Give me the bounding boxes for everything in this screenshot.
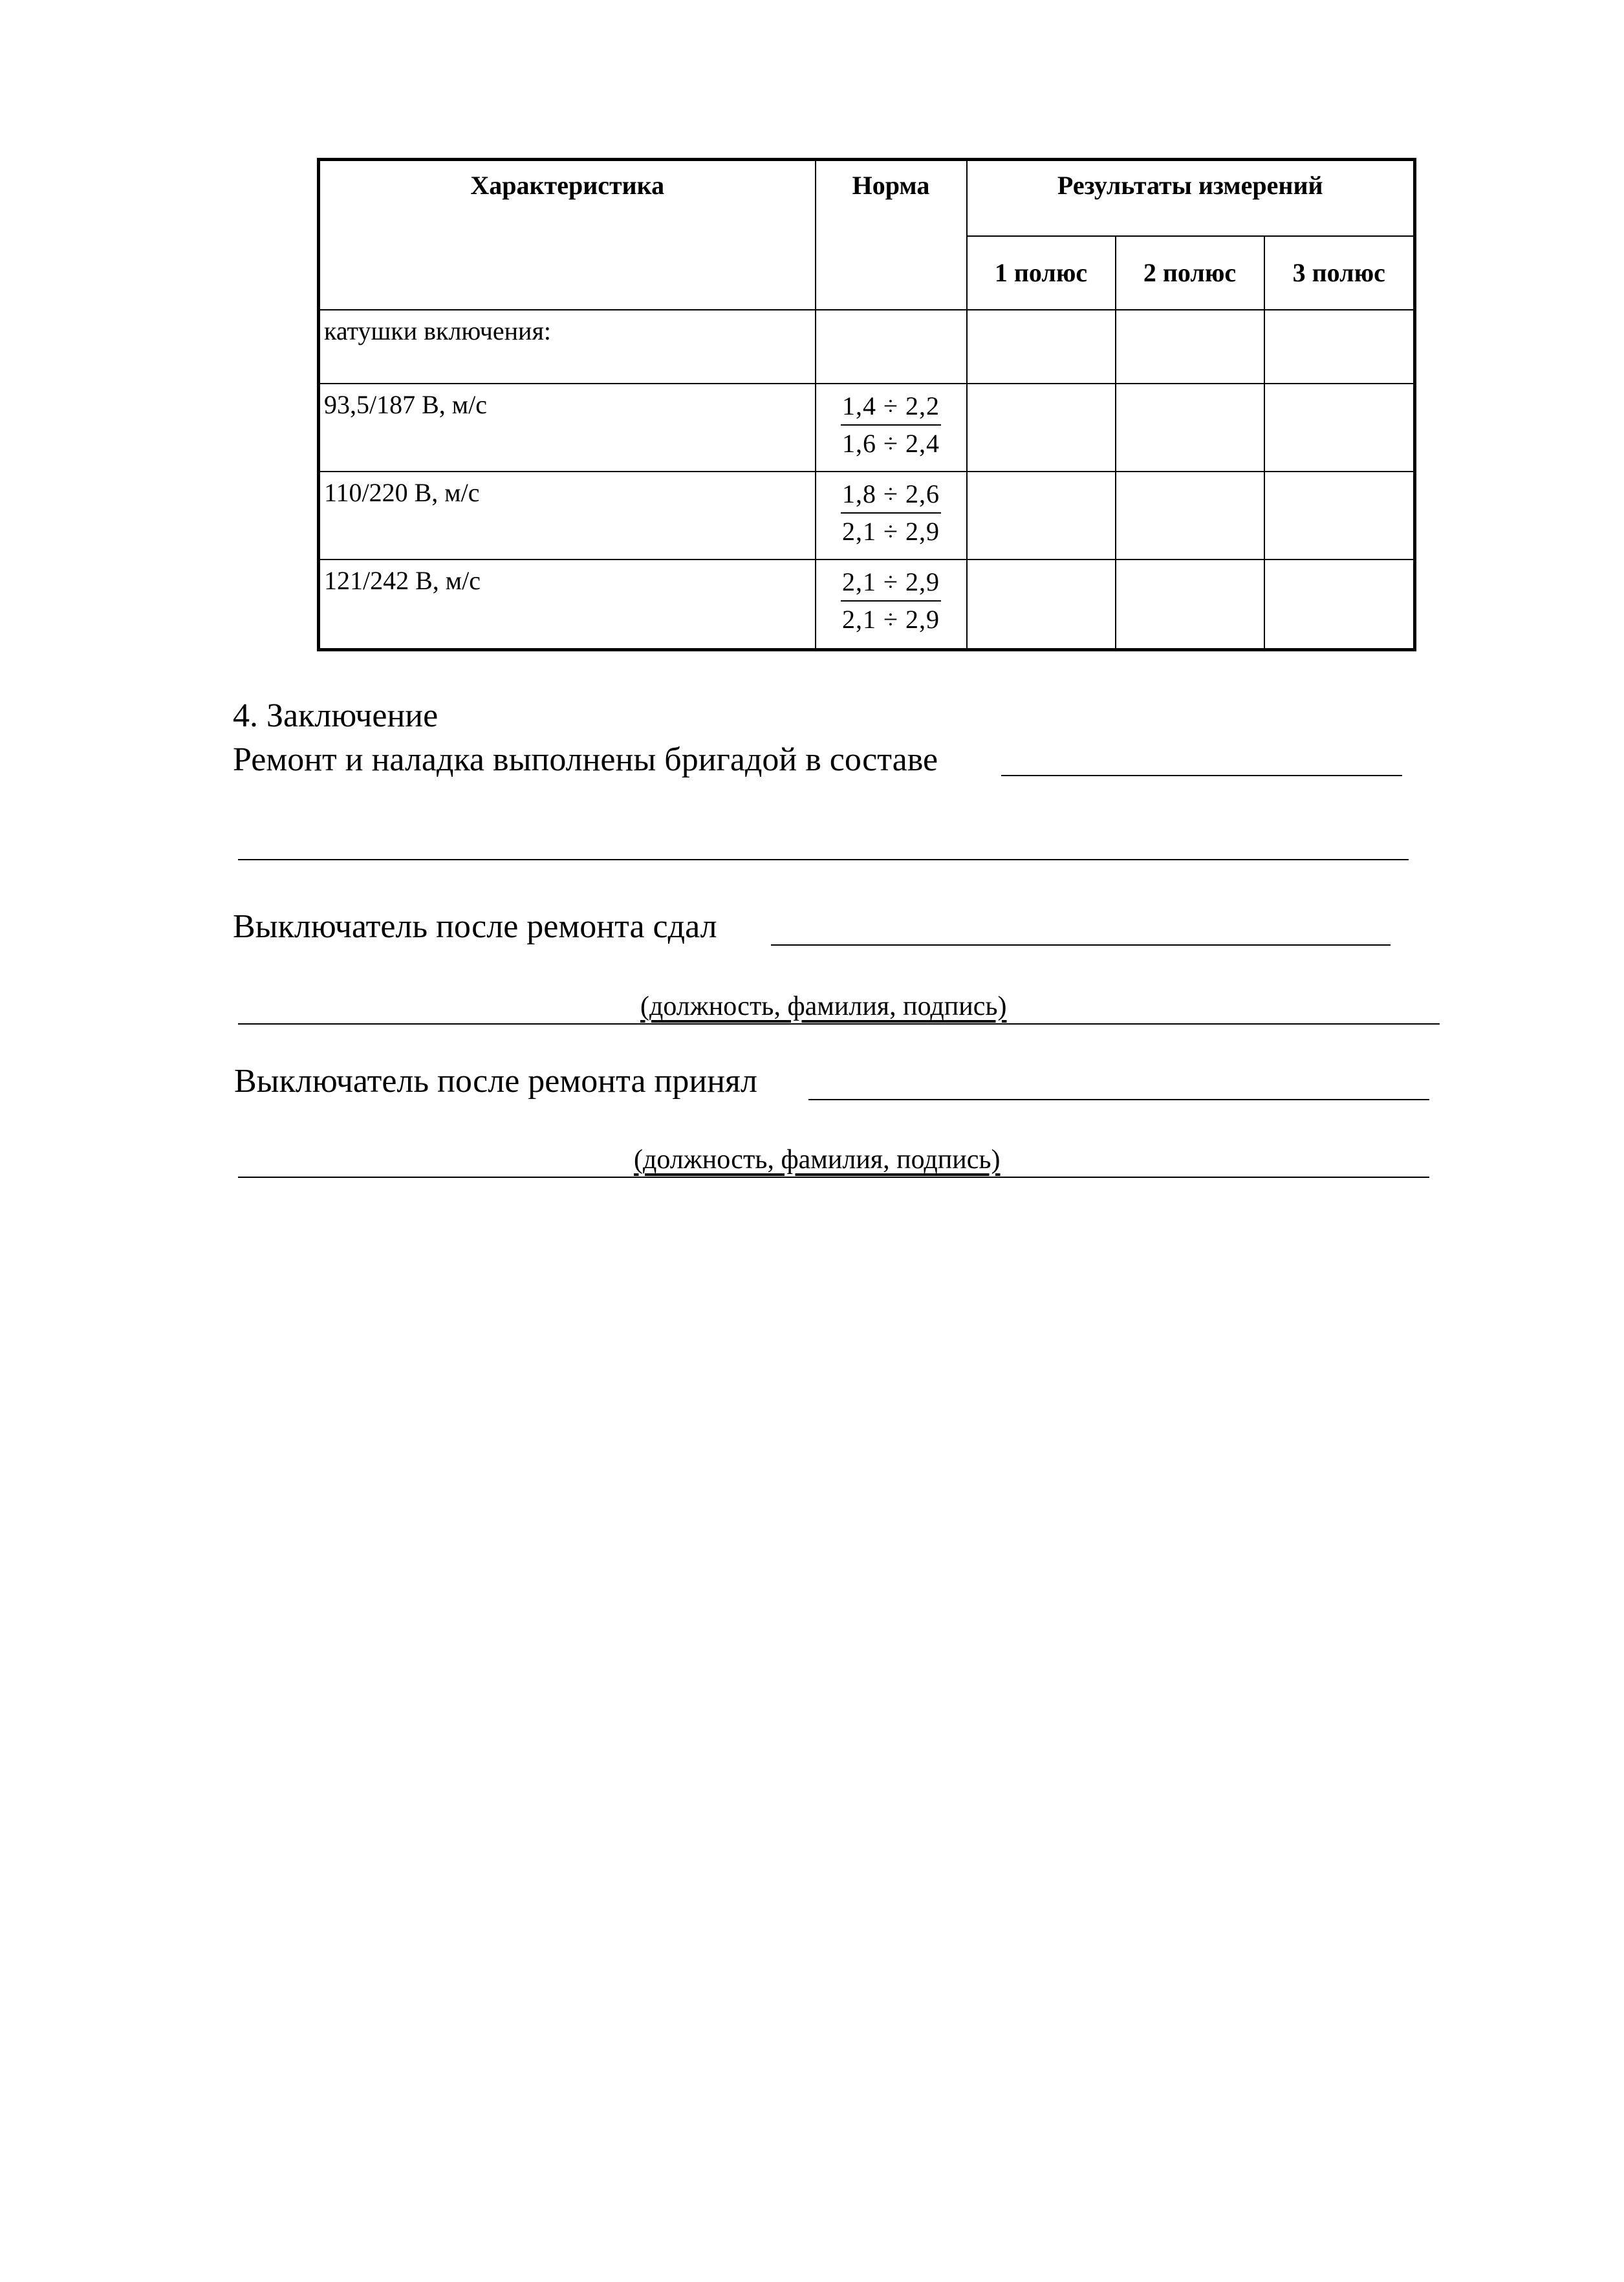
pole-3-cell[interactable] [1264, 560, 1415, 650]
pole-3-cell[interactable] [1264, 472, 1415, 560]
crew-input-line-2[interactable] [238, 859, 1409, 860]
pole-1-cell[interactable] [967, 384, 1116, 472]
accepted-label: Выключатель после ремонта принял [234, 1063, 757, 1100]
crew-input-line[interactable] [1001, 775, 1402, 776]
pole-1-cell[interactable] [967, 472, 1116, 560]
accepted-signature-line[interactable] [238, 1177, 1429, 1178]
table-row [319, 560, 1415, 650]
norm-cell [816, 560, 967, 650]
row-label: 93,5/187 В, м/с [319, 384, 816, 472]
pole-1-cell[interactable] [967, 560, 1116, 650]
accepted-input-line[interactable] [808, 1099, 1429, 1100]
norm-on-value: 2,1 ÷ 2,9 [841, 564, 941, 602]
norm-on-value: 1,8 ÷ 2,6 [841, 476, 941, 514]
table-row [319, 472, 1415, 560]
norm-off-value: 1,6 ÷ 2,4 [842, 428, 940, 458]
col-header-norm: Норма [816, 160, 967, 310]
pole-1-cell[interactable] [967, 310, 1116, 384]
row-label: 110/220 В, м/с [319, 472, 816, 560]
norm-cell [816, 310, 967, 384]
row-label: 121/242 В, м/с [319, 560, 816, 650]
conclusion-heading: 4. Заключение [233, 697, 438, 734]
accepted-caption: (должность, фамилия, подпись) [634, 1145, 1001, 1175]
norm-cell [816, 384, 967, 472]
pole-2-cell[interactable] [1116, 384, 1264, 472]
row-label: катушки включения: [319, 310, 816, 384]
handed-over-signature-line[interactable] [238, 1023, 1440, 1025]
col-header-pole-1: 1 полюс [967, 236, 1116, 310]
crew-label: Ремонт и наладка выполнены бригадой в составе [233, 741, 938, 778]
pole-2-cell[interactable] [1116, 560, 1264, 650]
measurements-table [317, 158, 1416, 651]
col-header-characteristic: Характеристика [319, 160, 816, 310]
norm-off-value: 2,1 ÷ 2,9 [842, 604, 940, 634]
pole-3-cell[interactable] [1264, 384, 1415, 472]
col-header-results: Результаты измерений [967, 160, 1415, 236]
handed-over-caption: (должность, фамилия, подпись) [640, 992, 1007, 1021]
norm-cell [816, 472, 967, 560]
handed-over-label: Выключатель после ремонта сдал [233, 908, 717, 945]
pole-2-cell[interactable] [1116, 472, 1264, 560]
table-row [319, 310, 1415, 384]
col-header-pole-3: 3 полюс [1264, 236, 1415, 310]
col-header-pole-2: 2 полюс [1116, 236, 1264, 310]
norm-on-value: 1,4 ÷ 2,2 [841, 388, 941, 426]
pole-3-cell[interactable] [1264, 310, 1415, 384]
norm-off-value: 2,1 ÷ 2,9 [842, 516, 940, 546]
table-row [319, 384, 1415, 472]
pole-2-cell[interactable] [1116, 310, 1264, 384]
handed-over-input-line[interactable] [771, 944, 1391, 946]
